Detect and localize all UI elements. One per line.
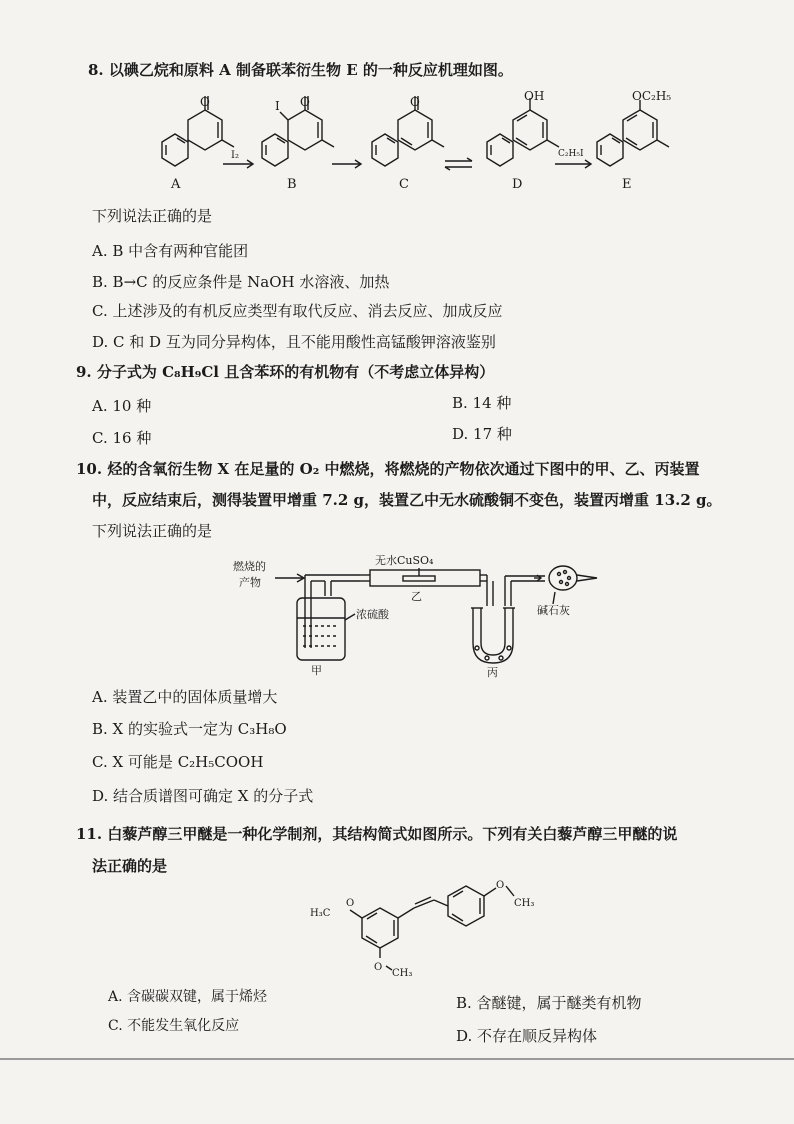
q10-option-b: B. X 的实验式一定为 C₃H₈O [92, 720, 287, 738]
q10-option-a: A. 装置乙中的固体质量增大 [92, 688, 278, 706]
q11-stem-1: 11. 白藜芦醇三甲醚是一种化学制剂，其结构简式如图所示。下列有关白藜芦醇三甲醚的说 [76, 825, 678, 843]
molecule-a [162, 95, 234, 192]
label-e: E [622, 177, 632, 192]
label-yi: 乙 [411, 590, 422, 603]
ch3-bottom: CH₃ [392, 968, 413, 976]
q11-option-b: B. 含醚键，属于醚类有机物 [456, 994, 642, 1012]
q10-option-c: C. X 可能是 C₂H₅COOH [92, 753, 264, 771]
label-jia: 甲 [311, 664, 322, 677]
page-bottom-edge [0, 1058, 794, 1060]
q11-option-d: D. 不存在顺反异构体 [456, 1027, 598, 1045]
q8-option-b: B. B→C 的反应条件是 NaOH 水溶液、加热 [92, 273, 390, 291]
q10-stem-2: 中，反应结束后，测得装置甲增重 7.2 g，装置乙中无水硫酸铜不变色，装置丙增重 13.2 g。 [92, 491, 722, 509]
inlet-label: 燃烧的 [233, 560, 266, 573]
atom-o-b: O [300, 95, 310, 109]
q9-option-b: B. 14 种 [452, 394, 512, 412]
tube-yi [370, 570, 480, 586]
label-d: D [512, 177, 523, 192]
label-c: C [399, 177, 409, 192]
h3c-label: H₃C [310, 908, 331, 919]
atom-o-c: O [410, 95, 420, 109]
o-left: O [346, 898, 355, 909]
q8-option-d: D. C 和 D 互为同分异构体，且不能用酸性高锰酸钾溶液鉴别 [92, 333, 496, 351]
molecule-c [372, 95, 444, 192]
q9-option-c: C. 16 种 [92, 429, 152, 447]
q11-option-c: C. 不能发生氧化反应 [108, 1018, 240, 1034]
inlet-label-2: 产物 [239, 576, 261, 589]
label-bing: 丙 [487, 666, 498, 678]
molecule-b [262, 95, 334, 192]
acid-label: 浓硫酸 [356, 608, 389, 621]
q9-stem: 9. 分子式为 C₈H₉Cl 且含苯环的有机物有（不考虑立体异构） [76, 363, 495, 381]
q10-stem-1: 10. 烃的含氧衍生物 X 在足量的 O₂ 中燃烧，将燃烧的产物依次通过下图中的甲、乙、丙装置 [76, 460, 700, 478]
molecule-d [487, 89, 559, 192]
atom-oc2h5-e: OC₂H₅ [632, 89, 672, 103]
atom-o-a: O [200, 95, 210, 109]
atom-i-b: I [275, 99, 280, 113]
ch3-right: CH₃ [514, 898, 535, 909]
drying-tube [549, 566, 577, 590]
q9-option-a: A. 10 种 [92, 397, 152, 415]
q10-apparatus-diagram [225, 548, 665, 678]
reagent-i2: I₂ [231, 150, 239, 161]
atom-oh-d: OH [524, 89, 545, 103]
q9-option-d: D. 17 种 [452, 425, 512, 443]
q8-stem: 8. 以碘乙烷和原料 A 制备联苯衍生物 E 的一种反应机理如图。 [88, 61, 513, 79]
label-b: B [287, 177, 297, 192]
q8-option-c: C. 上述涉及的有机反应类型有取代反应、消去反应、加成反应 [92, 302, 503, 320]
q8-question: 下列说法正确的是 [92, 207, 213, 225]
molecule-e [597, 89, 671, 192]
o-bottom: O [374, 962, 383, 973]
q10-option-d: D. 结合质谱图可确定 X 的分子式 [92, 787, 314, 805]
q11-stem-2: 法正确的是 [92, 857, 168, 875]
q10-question: 下列说法正确的是 [92, 522, 213, 540]
q11-option-a: A. 含碳碳双键，属于烯烃 [108, 989, 268, 1005]
q11-structure [310, 876, 550, 976]
lime-label: 碱石灰 [537, 604, 570, 617]
o-right: O [496, 880, 505, 891]
q8-option-a: A. B 中含有两种官能团 [92, 242, 249, 260]
cuso4-label: 无水CuSO₄ [375, 554, 434, 567]
reagent-c2h5i: C₂H₅I [558, 149, 584, 159]
bottle-jia [297, 598, 345, 660]
label-a: A [171, 177, 181, 192]
